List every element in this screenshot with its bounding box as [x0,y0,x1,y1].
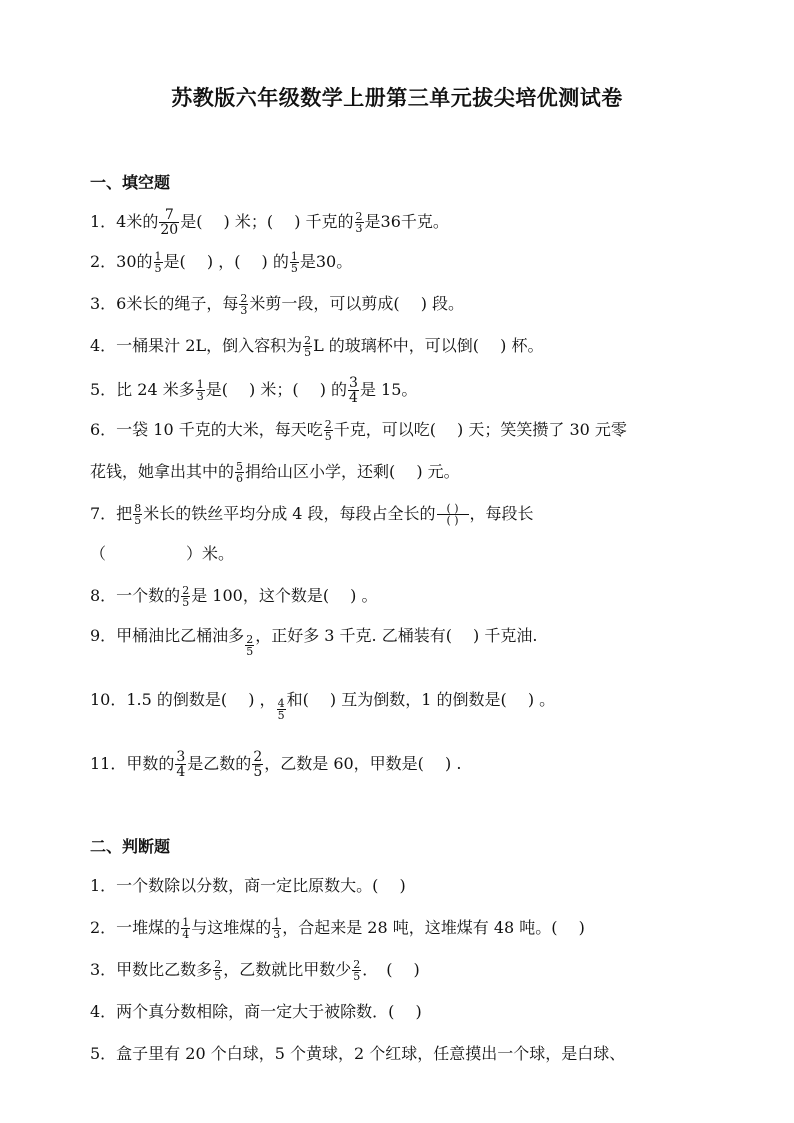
question-fill-5: 5．比 24 米多 $\frac{1}{3}$ 是( ) 米；( ) 的 $\frac{3}{4}$ 是 15。 [90,375,418,406]
fraction: $\frac{7}{20}$ [160,207,179,238]
fraction: $\frac{1}{5}$ [154,250,162,275]
fraction: $\frac{1}{3}$ [196,378,204,403]
fraction: $\frac{4}{5}$ [277,697,285,722]
page-title: 苏教版六年级数学上册第三单元拔尖培优测试卷 [171,85,623,110]
question-fill-9: 9．甲桶油比乙桶油多 $\frac{2}{5}$ ，正好多 3 千克. 乙桶装有( ) 千克油. [90,626,538,658]
question-fill-6-continued: 花钱，她拿出其中的 $\frac{5}{6}$ 捐给山区小学，还剩( ) 元。 [90,460,460,485]
fraction: $\frac{2}{5}$ [246,633,254,658]
question-fill-2: 2．30的 $\frac{1}{5}$ 是( ) ，( ) 的 $\frac{1}{5}$ 是30。 [90,250,353,275]
question-judge-1: 1．一个数除以分数，商一定比原数大。( ) [90,876,406,895]
fraction: $\frac{2}{5}$ [353,958,361,983]
fraction: $\frac{3}{4}$ [176,749,186,780]
question-fill-6: 6．一袋 10 千克的大米，每天吃 $\frac{2}{5}$ 千克，可以吃( ) 天；笑笑攒了 30 元零 [90,418,627,443]
question-fill-11: 11．甲数的 $\frac{3}{4}$ 是乙数的 $\frac{2}{5}$ ，乙数是 60，甲数是( ) . [90,749,462,780]
question-fill-3: 3．6米长的绳子，每 $\frac{2}{3}$ 米剪一段，可以剪成( ) 段。 [90,292,465,317]
question-fill-10: 10．1.5 的倒数是( ) ， $\frac{4}{5}$ 和( ) 互为倒数，1 的倒数是( ) 。 [90,690,556,722]
question-judge-3: 3．甲数比乙数多 $\frac{2}{5}$ ，乙数就比甲数少 $\frac{2}{5}$ ． ( ) [90,958,420,983]
fraction: $\frac{2}{5}$ [324,418,332,443]
fraction: $\frac{8}{5}$ [134,502,142,527]
fraction: $\frac{2}{5}$ [304,334,312,359]
question-fill-7: 7．把 $\frac{8}{5}$ 米长的铁丝平均分成 4 段，每段占全长的 $\frac{( )}{( )}$ ，每段长 [90,502,534,527]
fraction: $\frac{2}{5}$ [214,958,222,983]
section-heading-judge: 二、判断题 [90,837,171,856]
fraction: $\frac{2}{3}$ [355,210,363,235]
question-fill-4: 4．一桶果汁 2L，倒入容积为 $\frac{2}{5}$ L 的玻璃杯中，可以倒( ) 杯。 [90,334,544,359]
section-heading-fill: 一、填空题 [90,173,171,192]
fraction: $\frac{1}{5}$ [290,250,298,275]
fraction: $\frac{2}{5}$ [182,584,190,609]
question-judge-4: 4．两个真分数相除，商一定大于被除数．( ) [90,1002,422,1021]
fraction: $\frac{2}{5}$ [253,749,263,780]
fraction: $\frac{1}{4}$ [182,916,190,941]
fraction: $\frac{5}{6}$ [236,460,244,485]
question-fill-8: 8．一个数的 $\frac{2}{5}$ 是 100，这个数是( ) 。 [90,584,378,609]
question-judge-5: 5．盒子里有 20 个白球，5 个黄球，2 个红球，任意摸出一个球，是白球、 [90,1044,626,1063]
fraction: $\frac{1}{3}$ [273,916,281,941]
fraction: $\frac{3}{4}$ [349,375,358,406]
question-fill-7-continued: （ ）米。 [90,544,235,563]
fraction-blank: $\frac{( )}{( )}$ [437,503,469,526]
question-fill-1: 1．4米的 $\frac{7}{20}$ 是( ) 米；( ) 千克的 $\frac{2}{3}$ 是36千克。 [90,207,449,238]
question-judge-2: 2．一堆煤的 $\frac{1}{4}$ 与这堆煤的 $\frac{1}{3}$ ，合起来是 28 吨，这堆煤有 48 吨。( ) [90,916,585,941]
fraction: $\frac{2}{3}$ [240,292,248,317]
